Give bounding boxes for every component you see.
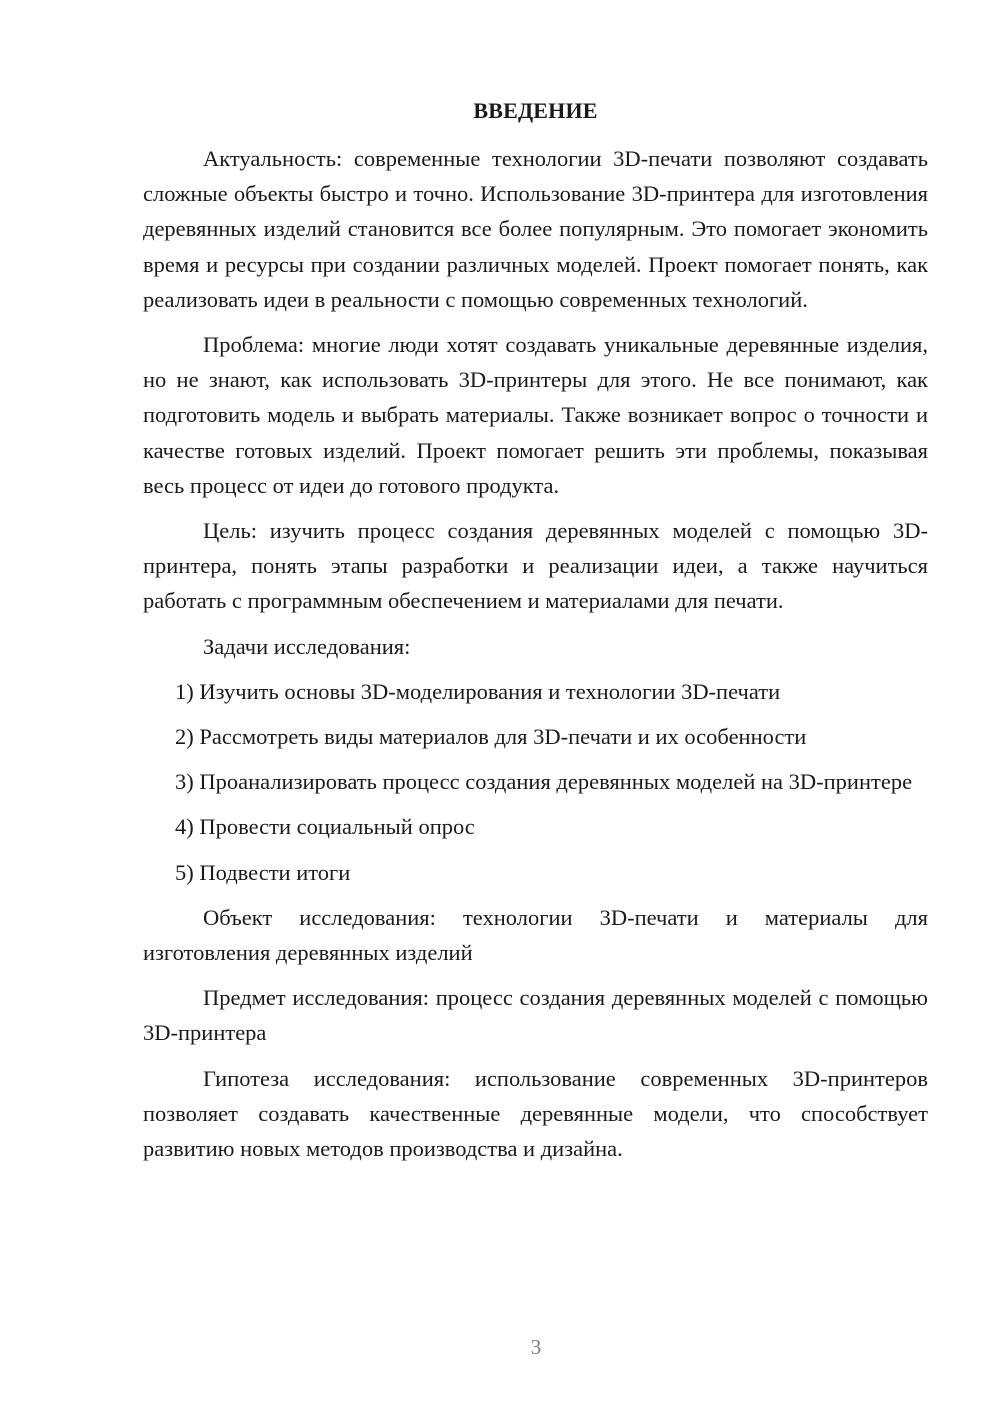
document-body: [143, 141, 928, 1166]
paragraph-relevance: Актуальность: современные технологии 3D-печати позволяют создавать сложные объекты быстро и точно. Использование 3D-принтера для изготовления деревянных изделий становится все более популярным. Это помогает экономить время и ресурсы при создании различных моделей. Проект помогает понять, как реализовать идеи в реальности с помощью современных технологий.: [143, 146, 928, 312]
task-item-1: 1) Изучить основы 3D-моделирования и технологии 3D-печати: [175, 678, 781, 704]
task-item-3: 3) Проанализировать процесс создания деревянных моделей на 3D-принтере: [175, 769, 913, 795]
tasks-heading: Задачи исследования:: [203, 633, 411, 659]
task-item-2: 2) Рассмотреть виды материалов для 3D-печати и их особенности: [175, 724, 807, 750]
paragraph-object: Объект исследования: технологии 3D-печати и материалы для изготовления деревянных изделий: [143, 904, 928, 966]
task-item-4: 4) Провести социальный опрос: [175, 814, 475, 840]
task-item-5: 5) Подвести итоги: [175, 859, 351, 885]
page-number: 3: [530, 1335, 542, 1359]
page-title: ВВЕДЕНИЕ: [473, 98, 598, 123]
paragraph-subject: Предмет исследования: процесс создания деревянных моделей с помощью 3D-принтера: [143, 985, 928, 1046]
paragraph-goal: Цель: изучить процесс создания деревянных моделей с помощью 3D-принтера, понять этапы разработки и реализации идеи, а также научиться работать с программным обеспечением и материалами для печати.: [143, 518, 928, 614]
paragraph-hypothesis: Гипотеза исследования: использование современных 3D-принтеров позволяет создавать качественные деревянные модели, что способствует развитию новых методов производства и дизайна.: [143, 1065, 928, 1162]
paragraph-problem: Проблема: многие люди хотят создавать уникальные деревянные изделия, но не знают, как использовать 3D-принтеры для этого. Не все понимают, как подготовить модель и выбрать материалы. Также возникает вопрос о точности и качестве готовых изделий. Проект помогает решить эти проблемы, показывая весь процесс от идеи до готового продукта.: [143, 332, 928, 498]
